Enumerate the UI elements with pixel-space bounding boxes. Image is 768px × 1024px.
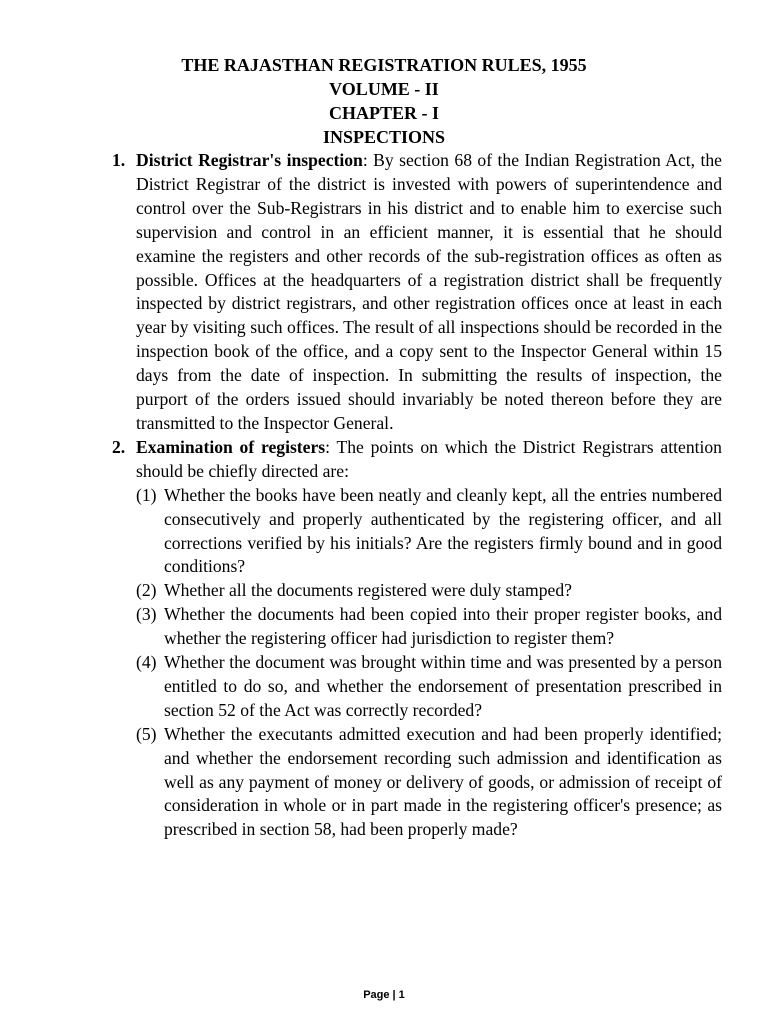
page-footer: Page | 1 — [363, 989, 405, 1001]
volume-heading: VOLUME - II — [329, 79, 439, 99]
sub-item-3 — [112, 603, 722, 651]
rule-text: : By section 68 of the Indian Registration Act, the District Registrar of the district is invested with powers of superintendence and control over the Sub-Registrars in his district and to enable him to exercise such supervision and control in an efficient manner, it is essential that he should examine the registers and other records of the sub-registration offices as often as possible. Offices at the headquarters of a registration district shall be frequently inspected by district registrars, and other registration offices once at least in each year by visiting such offices. The result of all inspections should be recorded in the inspection book of the office, and a copy sent to the Inspector General within 15 days from the date of inspection. In submitting the results of inspection, the purport of the orders issued should invariably be noted thereon before they are transmitted to the Inspector General. — [136, 150, 722, 433]
sub-item-4 — [112, 651, 722, 723]
rule-heading: District Registrar's inspection — [136, 150, 363, 170]
document-header — [0, 53, 768, 149]
sub-item-2 — [112, 579, 722, 603]
sub-item-text: Whether the executants admitted execution and had been properly identified; and whether the endorsement recording such admission and identification as well as any payment of money or delivery of goods, or admission of receipt of consideration in whole or in part made in the registering officer's presence; as prescribed in section 58, had been properly made? — [164, 723, 722, 840]
rule-heading: Examination of registers — [136, 436, 326, 457]
document-title: THE RAJASTHAN REGISTRATION RULES, 1955 — [181, 55, 587, 75]
sub-item-5 — [112, 723, 722, 843]
rule-number: 2. — [112, 436, 126, 457]
sub-item-1 — [112, 484, 722, 580]
sub-item-number: (1) — [136, 484, 157, 505]
sub-item-text: Whether the document was brought within time and was presented by a person entitled to do so, and whether the endorsement of presentation prescribed in section 52 of the Act was correctly recorded? — [164, 652, 722, 720]
sub-item-text: Whether the documents had been copied into their proper register books, and whether the registering officer had jurisdiction to register them? — [164, 604, 722, 649]
sub-item-number: (5) — [136, 723, 157, 744]
rule-number: 1. — [112, 150, 126, 170]
sub-item-text: Whether the books have been neatly and cleanly kept, all the entries numbered consecutively and properly authenticated by the registering officer, and all corrections verified by his initials? Are the registers firmly bound and in good conditions? — [164, 484, 722, 577]
rule-paragraph — [136, 436, 722, 484]
rule-text: : The points on which the District Registrars attention should be chiefly directed are: — [136, 436, 722, 481]
section-heading: INSPECTIONS — [322, 127, 446, 147]
document-body — [112, 149, 722, 842]
sub-item-number: (2) — [136, 580, 157, 601]
rule-paragraph — [136, 149, 722, 436]
rule-item-1 — [112, 149, 722, 436]
sub-item-text: Whether all the documents registered were duly stamped? — [164, 580, 572, 601]
rule-item-2 — [112, 436, 722, 484]
sub-item-number: (3) — [136, 604, 157, 625]
sub-item-number: (4) — [136, 652, 157, 673]
chapter-heading: CHAPTER - I — [328, 103, 439, 123]
